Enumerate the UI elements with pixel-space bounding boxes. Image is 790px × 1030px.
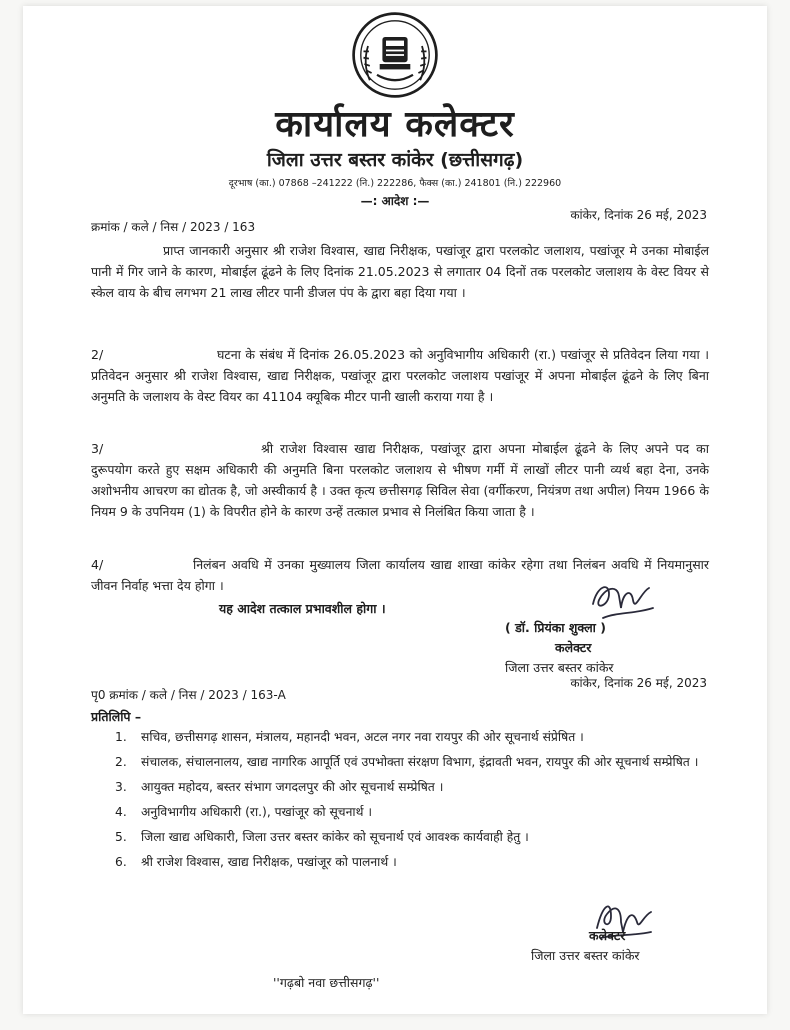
order-heading: —: आदेश :— — [360, 194, 430, 208]
paragraph-text: घटना के संबंध में दिनांक 26.05.2023 को अनुविभागीय अधिकारी (रा.) पखांजूर से प्रतिवेदन लिया गया । प्रतिवेदन अनुसार श्री राजेश विश्वास, खाद्य निरीक्षक, पखांजूर द्वारा परलकोट जलाशय पखांजूर में अपना मोबाईल ढूंढने के लिए बिना अनुमति के जलाशय के वेस्ट वियर का 41104 क्यूबिक मीटर पानी खाली कराया गया है । — [91, 347, 709, 404]
list-item-number: 4. — [115, 805, 127, 819]
list-item — [115, 728, 723, 747]
order-place-date: कांकेर, दिनांक 26 मई, 2023 — [570, 208, 707, 222]
effective-line: यह आदेश तत्काल प्रभावशील होगा । — [219, 601, 386, 616]
copy-signatory-designation: कलेक्टर — [589, 928, 626, 943]
paragraph-number: 2/ — [91, 347, 104, 362]
list-item-text: संचालक, संचालनालय, खाद्य नागरिक आपूर्ति एवं उपभोक्ता संरक्षण विभाग, इंद्रावती भवन, रायपुर की ओर सूचनार्थ सम्प्रेषित । — [141, 755, 699, 769]
list-item — [115, 778, 723, 797]
list-item-text: अनुविभागीय अधिकारी (रा.), पखांजूर को सूचनार्थ । — [141, 805, 373, 819]
copy-ref-no: पृ0 क्रमांक / कले / निस / 2023 / 163-A — [91, 688, 286, 702]
paragraph-text: निलंबन अवधि में उनका मुख्यालय जिला कार्यालय खाद्य शाखा कांकेर रहेगा तथा निलंबन अवधि में नियमानुसार जीवन निर्वाह भत्ता देय होगा । — [91, 557, 709, 593]
list-item — [115, 828, 723, 847]
list-item — [115, 803, 723, 822]
office-title: कार्यालय कलेक्टर — [275, 104, 515, 145]
copy-place-date: कांकेर, दिनांक 26 मई, 2023 — [570, 676, 707, 690]
district-subtitle: जिला उत्तर बस्तर कांकेर (छत्तीसगढ़) — [266, 149, 524, 171]
document-page — [23, 6, 767, 1014]
list-item-number: 6. — [115, 855, 127, 869]
emblem-container — [23, 10, 767, 100]
paragraph-number: 4/ — [91, 557, 104, 572]
list-item-text: जिला खाद्य अधिकारी, जिला उत्तर बस्तर कांकेर को सूचनार्थ एवं आवश्क कार्यवाही हेतु । — [141, 830, 529, 844]
signatory-designation: कलेक्टर — [555, 640, 592, 655]
list-item-number: 5. — [115, 830, 127, 844]
contact-line: दूरभाष (का.) 07868 –241222 (नि.) 222286, फैक्स (का.) 241801 (नि.) 222960 — [228, 178, 562, 189]
list-item-number: 3. — [115, 780, 127, 794]
copy-list — [115, 728, 723, 878]
list-item-text: श्री राजेश विश्वास, खाद्य निरीक्षक, पखांजूर को पालनार्थ । — [141, 855, 397, 869]
paragraph-text: श्री राजेश विश्वास खाद्य निरीक्षक, पखांजूर द्वारा अपना मोबाईल ढूंढने के लिए अपने पद का दुरूपयोग करते हुए सक्षम अधिकारी की अनुमति बिना परलकोट जलाशय से भीषण गर्मी में लाखों लीटर पानी व्यर्थ बहा देना, उनके अशोभनीय आचरण का द्योतक है, जो अस्वीकार्य है । उक्त कृत्य छत्तीसगढ़ सिविल सेवा (वर्गीकरण, नियंत्रण तथा अपील) नियम 1966 के नियम 9 के उपनियम (1) के विपरीत होने के कारण उन्हें तत्काल प्रभाव से निलंबित किया जाता है । — [91, 441, 709, 519]
order-paragraph-3 — [91, 438, 709, 522]
order-paragraph-1 — [91, 240, 709, 303]
signatory-district: जिला उत्तर बस्तर कांकेर — [505, 660, 614, 675]
list-item-text: सचिव, छत्तीसगढ़ शासन, मंत्रालय, महानदी भवन, अटल नगर नवा रायपुर की ओर सूचनार्थ संप्रेषित । — [141, 730, 584, 744]
copy-signatory-district: जिला उत्तर बस्तर कांकेर — [531, 948, 640, 963]
list-item — [115, 753, 723, 772]
copy-signatory — [511, 926, 731, 966]
footer-slogan: ''गढ़बो नवा छत्तीसगढ़'' — [273, 975, 380, 990]
list-item-number: 2. — [115, 755, 127, 769]
state-emblem-icon — [350, 10, 440, 100]
list-item-text: आयुक्त महोदय, बस्तर संभाग जगदलपुर की ओर सूचनार्थ सम्प्रेषित । — [141, 780, 444, 794]
list-item-number: 1. — [115, 730, 127, 744]
signatory-name: ( डॉ. प्रियंका शुक्ला ) — [505, 620, 606, 635]
copy-heading: प्रतिलिपि – — [91, 709, 142, 724]
paragraph-text: प्राप्त जानकारी अनुसार श्री राजेश विश्वास, खाद्य निरीक्षक, पखांजूर द्वारा परलकोट जलाशय, पखांजूर मे उनका मोबाईल पानी में गिर जाने के कारण, मोबाईल ढूंढने के लिए दिनांक 21.05.2023 से लगातार 04 दिनों तक परलकोट जलाशय के वेस्ट वियर से स्केल वाय के बीच लगभग 21 लाख लीटर पानी डीजल पंप के द्वारा बहा दिया गया । — [91, 243, 709, 300]
paragraph-number: 3/ — [91, 441, 104, 456]
list-item — [115, 853, 723, 872]
order-paragraph-2 — [91, 344, 709, 407]
order-ref-no: क्रमांक / कले / निस / 2023 / 163 — [91, 220, 256, 234]
order-signatory — [505, 618, 725, 678]
